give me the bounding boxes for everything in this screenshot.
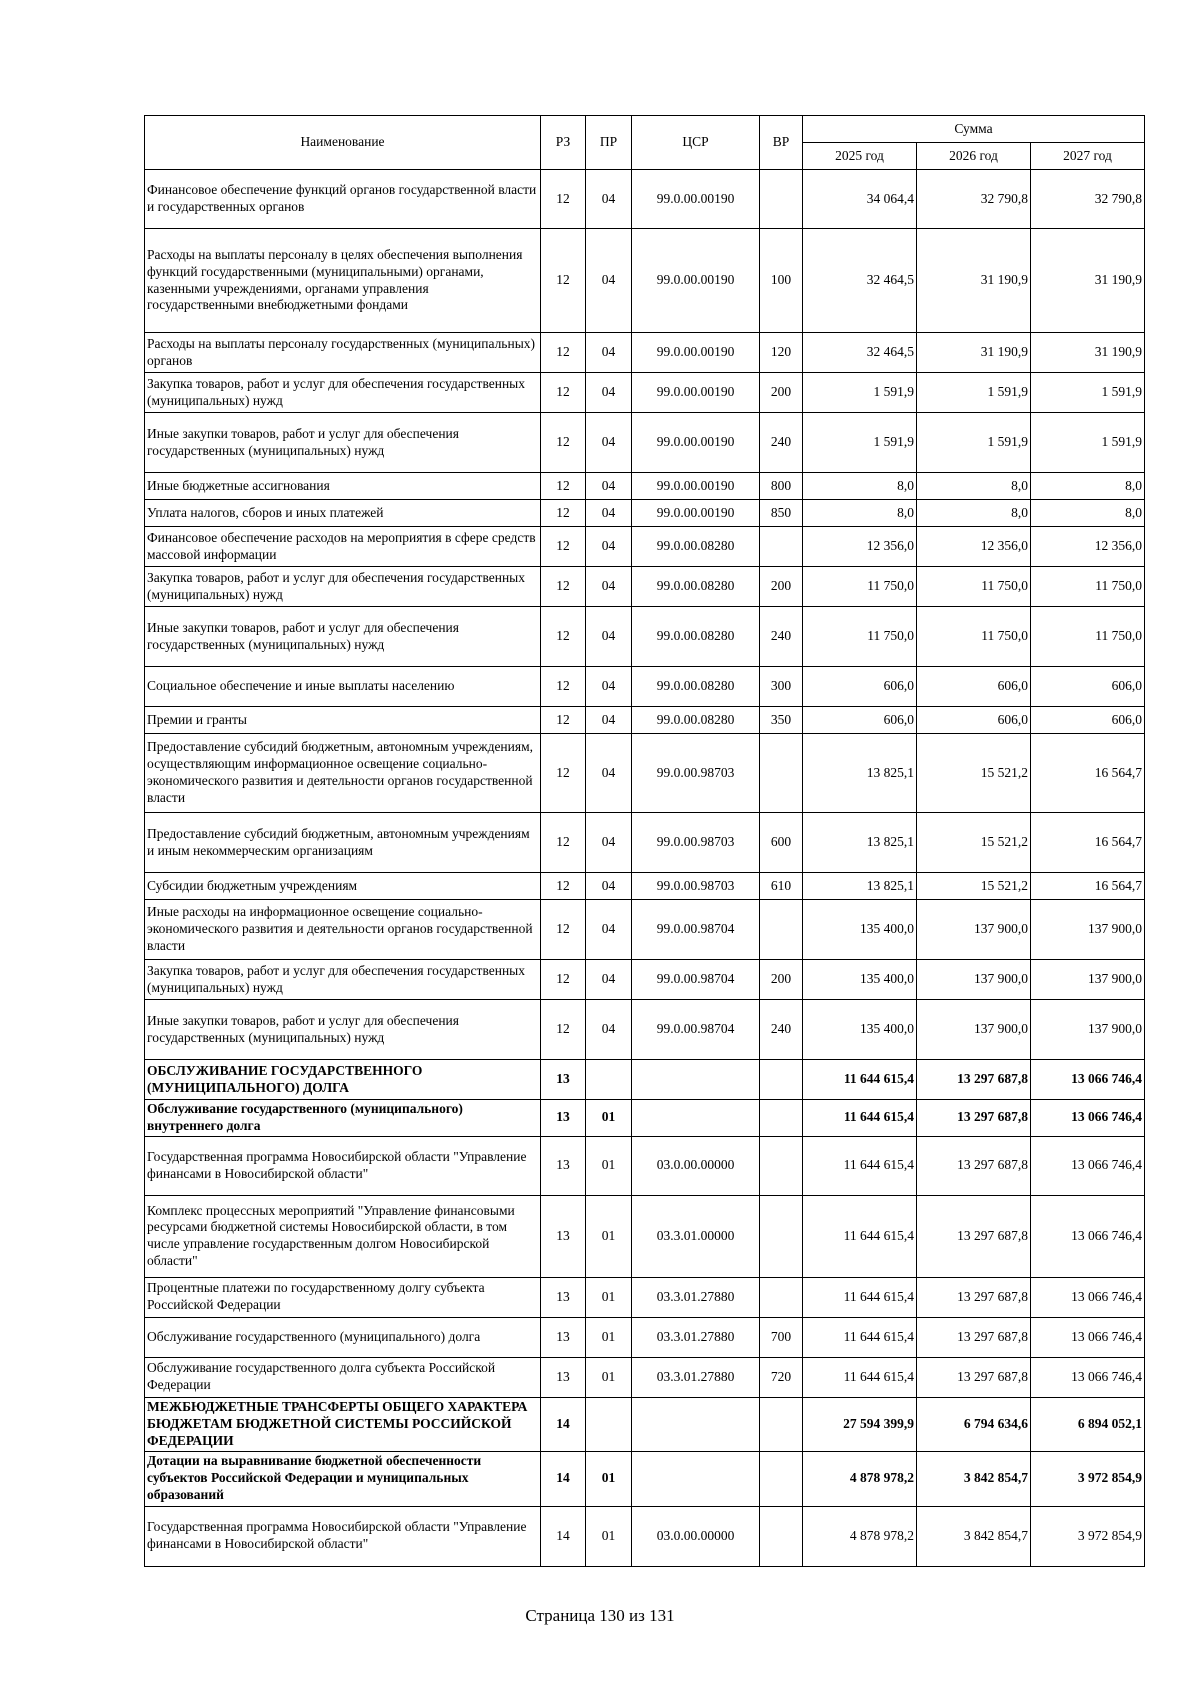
cell-name: Обслуживание государственного (муниципального) долга	[145, 1317, 541, 1357]
cell-v2025: 4 878 978,2	[803, 1506, 917, 1566]
cell-csr: 99.0.00.98704	[632, 900, 760, 960]
table-row	[145, 500, 1145, 527]
cell-v2026: 13 297 687,8	[917, 1195, 1031, 1277]
table-row	[145, 734, 1145, 813]
table-row	[145, 873, 1145, 900]
cell-v2026: 1 591,9	[917, 413, 1031, 473]
cell-vr: 700	[760, 1317, 803, 1357]
cell-name: Иные бюджетные ассигнования	[145, 473, 541, 500]
cell-name: Закупка товаров, работ и услуг для обеспечения государственных (муниципальных) нужд	[145, 567, 541, 607]
table-row	[145, 1277, 1145, 1317]
header-2026: 2026 год	[917, 143, 1031, 170]
cell-v2025: 13 825,1	[803, 813, 917, 873]
cell-name: Иные закупки товаров, работ и услуг для обеспечения государственных (муниципальных) нужд	[145, 1000, 541, 1060]
cell-name: Государственная программа Новосибирской области "Управление финансами в Новосибирской области"	[145, 1506, 541, 1566]
cell-v2026: 137 900,0	[917, 900, 1031, 960]
cell-rz: 14	[541, 1451, 586, 1506]
cell-vr	[760, 1100, 803, 1137]
cell-rz: 13	[541, 1136, 586, 1195]
table-row	[145, 229, 1145, 333]
cell-csr	[632, 1451, 760, 1506]
cell-pr: 04	[586, 707, 632, 734]
cell-v2027: 12 356,0	[1031, 527, 1145, 567]
cell-rz: 12	[541, 413, 586, 473]
cell-pr: 04	[586, 527, 632, 567]
cell-csr: 99.0.00.08280	[632, 667, 760, 707]
cell-v2025: 34 064,4	[803, 170, 917, 229]
cell-rz: 12	[541, 900, 586, 960]
table-row	[145, 567, 1145, 607]
cell-v2027: 1 591,9	[1031, 413, 1145, 473]
cell-v2026: 15 521,2	[917, 873, 1031, 900]
cell-pr: 01	[586, 1136, 632, 1195]
cell-v2025: 11 644 615,4	[803, 1277, 917, 1317]
cell-v2027: 31 190,9	[1031, 229, 1145, 333]
cell-v2025: 11 644 615,4	[803, 1317, 917, 1357]
cell-v2025: 27 594 399,9	[803, 1397, 917, 1451]
cell-pr: 04	[586, 900, 632, 960]
cell-vr: 800	[760, 473, 803, 500]
cell-v2025: 1 591,9	[803, 373, 917, 413]
table-row	[145, 1100, 1145, 1137]
cell-pr: 04	[586, 567, 632, 607]
cell-v2026: 13 297 687,8	[917, 1136, 1031, 1195]
cell-rz: 13	[541, 1357, 586, 1397]
cell-name: Премии и гранты	[145, 707, 541, 734]
cell-pr: 04	[586, 373, 632, 413]
cell-vr: 240	[760, 1000, 803, 1060]
cell-rz: 12	[541, 607, 586, 667]
cell-vr	[760, 900, 803, 960]
cell-name: Финансовое обеспечение функций органов государственной власти и государственных органов	[145, 170, 541, 229]
cell-name: МЕЖБЮДЖЕТНЫЕ ТРАНСФЕРТЫ ОБЩЕГО ХАРАКТЕРА БЮДЖЕТАМ БЮДЖЕТНОЙ СИСТЕМЫ РОССИЙСКОЙ ФЕДЕРАЦИИ	[145, 1397, 541, 1451]
cell-pr: 01	[586, 1317, 632, 1357]
cell-pr: 01	[586, 1357, 632, 1397]
cell-vr: 610	[760, 873, 803, 900]
cell-csr: 99.0.00.00190	[632, 473, 760, 500]
cell-csr	[632, 1060, 760, 1100]
cell-rz: 12	[541, 734, 586, 813]
cell-rz: 12	[541, 373, 586, 413]
cell-pr: 04	[586, 333, 632, 373]
cell-csr	[632, 1100, 760, 1137]
cell-pr: 04	[586, 413, 632, 473]
table-row	[145, 1195, 1145, 1277]
cell-pr: 01	[586, 1451, 632, 1506]
header-pr: ПР	[586, 116, 632, 170]
cell-csr: 99.0.00.08280	[632, 607, 760, 667]
cell-name: Финансовое обеспечение расходов на мероприятия в сфере средств массовой информации	[145, 527, 541, 567]
cell-csr: 99.0.00.00190	[632, 500, 760, 527]
cell-name: Обслуживание государственного (муниципального) внутреннего долга	[145, 1100, 541, 1137]
cell-name: Иные закупки товаров, работ и услуг для обеспечения государственных (муниципальных) нужд	[145, 413, 541, 473]
cell-vr: 100	[760, 229, 803, 333]
table-row	[145, 900, 1145, 960]
cell-pr: 04	[586, 473, 632, 500]
cell-pr: 04	[586, 734, 632, 813]
cell-rz: 12	[541, 707, 586, 734]
cell-name: Закупка товаров, работ и услуг для обеспечения государственных (муниципальных) нужд	[145, 373, 541, 413]
cell-v2025: 11 750,0	[803, 607, 917, 667]
cell-csr: 03.3.01.27880	[632, 1277, 760, 1317]
cell-pr	[586, 1060, 632, 1100]
cell-name: Закупка товаров, работ и услуг для обеспечения государственных (муниципальных) нужд	[145, 960, 541, 1000]
cell-v2025: 8,0	[803, 500, 917, 527]
cell-v2026: 32 790,8	[917, 170, 1031, 229]
cell-name: Расходы на выплаты персоналу государственных (муниципальных) органов	[145, 333, 541, 373]
cell-v2025: 8,0	[803, 473, 917, 500]
cell-name: Предоставление субсидий бюджетным, автономным учреждениям, осуществляющим информационное освещение социально-экономического развития и деятельности органов государственной власти	[145, 734, 541, 813]
cell-vr	[760, 734, 803, 813]
cell-v2027: 1 591,9	[1031, 373, 1145, 413]
cell-vr	[760, 1506, 803, 1566]
cell-pr: 04	[586, 813, 632, 873]
cell-vr	[760, 1195, 803, 1277]
cell-csr: 99.0.00.98703	[632, 873, 760, 900]
cell-rz: 12	[541, 813, 586, 873]
cell-v2026: 8,0	[917, 473, 1031, 500]
table-row	[145, 473, 1145, 500]
cell-pr: 01	[586, 1506, 632, 1566]
cell-csr: 99.0.00.98703	[632, 813, 760, 873]
cell-v2026: 606,0	[917, 707, 1031, 734]
table-body	[145, 170, 1145, 1567]
cell-vr	[760, 527, 803, 567]
cell-csr	[632, 1397, 760, 1451]
cell-pr: 04	[586, 873, 632, 900]
cell-v2027: 13 066 746,4	[1031, 1060, 1145, 1100]
cell-rz: 12	[541, 527, 586, 567]
cell-v2025: 32 464,5	[803, 333, 917, 373]
cell-v2026: 1 591,9	[917, 373, 1031, 413]
cell-rz: 14	[541, 1506, 586, 1566]
table-row	[145, 667, 1145, 707]
cell-v2025: 13 825,1	[803, 734, 917, 813]
cell-vr: 120	[760, 333, 803, 373]
cell-v2025: 11 644 615,4	[803, 1060, 917, 1100]
cell-v2025: 135 400,0	[803, 1000, 917, 1060]
cell-rz: 13	[541, 1060, 586, 1100]
cell-v2027: 13 066 746,4	[1031, 1100, 1145, 1137]
cell-v2027: 6 894 052,1	[1031, 1397, 1145, 1451]
cell-v2027: 606,0	[1031, 707, 1145, 734]
cell-vr: 200	[760, 373, 803, 413]
cell-vr: 720	[760, 1357, 803, 1397]
cell-pr: 04	[586, 229, 632, 333]
cell-vr	[760, 1136, 803, 1195]
cell-csr: 99.0.00.98704	[632, 1000, 760, 1060]
cell-v2026: 3 842 854,7	[917, 1506, 1031, 1566]
cell-vr: 240	[760, 607, 803, 667]
cell-name: Иные расходы на информационное освещение социально-экономического развития и деятельности органов государственной власти	[145, 900, 541, 960]
cell-v2026: 11 750,0	[917, 567, 1031, 607]
page-number: Страница 130 из 131	[525, 1606, 675, 1625]
cell-v2027: 606,0	[1031, 667, 1145, 707]
cell-rz: 12	[541, 170, 586, 229]
cell-rz: 12	[541, 667, 586, 707]
table-row	[145, 960, 1145, 1000]
cell-v2025: 32 464,5	[803, 229, 917, 333]
cell-v2027: 137 900,0	[1031, 1000, 1145, 1060]
cell-name: Социальное обеспечение и иные выплаты населению	[145, 667, 541, 707]
cell-csr: 99.0.00.00190	[632, 413, 760, 473]
table-header	[145, 116, 1145, 170]
table-row	[145, 1506, 1145, 1566]
budget-table	[144, 115, 1145, 1567]
cell-rz: 12	[541, 333, 586, 373]
cell-vr: 850	[760, 500, 803, 527]
cell-pr: 04	[586, 1000, 632, 1060]
cell-v2026: 13 297 687,8	[917, 1100, 1031, 1137]
cell-csr: 99.0.00.98704	[632, 960, 760, 1000]
cell-pr: 01	[586, 1195, 632, 1277]
cell-v2025: 11 644 615,4	[803, 1195, 917, 1277]
cell-rz: 12	[541, 500, 586, 527]
cell-rz: 12	[541, 960, 586, 1000]
header-vr: ВР	[760, 116, 803, 170]
cell-v2027: 13 066 746,4	[1031, 1195, 1145, 1277]
cell-rz: 12	[541, 1000, 586, 1060]
cell-name: Комплекс процессных мероприятий "Управление финансовыми ресурсами бюджетной системы Новосибирской области, в том числе управление государственным долгом Новосибирской области"	[145, 1195, 541, 1277]
cell-v2026: 137 900,0	[917, 960, 1031, 1000]
cell-vr	[760, 1277, 803, 1317]
cell-csr: 03.3.01.27880	[632, 1317, 760, 1357]
table-row	[145, 707, 1145, 734]
cell-pr: 04	[586, 500, 632, 527]
cell-v2027: 16 564,7	[1031, 813, 1145, 873]
table-row	[145, 1317, 1145, 1357]
cell-v2027: 11 750,0	[1031, 567, 1145, 607]
cell-csr: 99.0.00.00190	[632, 170, 760, 229]
cell-v2026: 13 297 687,8	[917, 1277, 1031, 1317]
cell-vr: 300	[760, 667, 803, 707]
cell-name: ОБСЛУЖИВАНИЕ ГОСУДАРСТВЕННОГО (МУНИЦИПАЛЬНОГО) ДОЛГА	[145, 1060, 541, 1100]
cell-v2027: 8,0	[1031, 500, 1145, 527]
cell-rz: 13	[541, 1317, 586, 1357]
cell-pr: 04	[586, 960, 632, 1000]
cell-v2027: 31 190,9	[1031, 333, 1145, 373]
cell-v2026: 11 750,0	[917, 607, 1031, 667]
cell-v2027: 11 750,0	[1031, 607, 1145, 667]
cell-v2025: 606,0	[803, 667, 917, 707]
cell-v2025: 4 878 978,2	[803, 1451, 917, 1506]
cell-csr: 99.0.00.08280	[632, 567, 760, 607]
cell-rz: 12	[541, 229, 586, 333]
cell-name: Субсидии бюджетным учреждениям	[145, 873, 541, 900]
cell-v2026: 31 190,9	[917, 229, 1031, 333]
cell-pr	[586, 1397, 632, 1451]
table-row	[145, 1136, 1145, 1195]
cell-name: Дотации на выравнивание бюджетной обеспеченности субъектов Российской Федерации и муниципальных образований	[145, 1451, 541, 1506]
header-csr: ЦСР	[632, 116, 760, 170]
cell-rz: 14	[541, 1397, 586, 1451]
cell-v2025: 11 644 615,4	[803, 1136, 917, 1195]
cell-v2026: 13 297 687,8	[917, 1317, 1031, 1357]
cell-name: Расходы на выплаты персоналу в целях обеспечения выполнения функций государственными (муниципальными) органами, казенными учреждениями, органами управления государственными внебюджетными фондами	[145, 229, 541, 333]
cell-csr: 99.0.00.00190	[632, 229, 760, 333]
cell-csr: 99.0.00.08280	[632, 707, 760, 734]
cell-v2026: 13 297 687,8	[917, 1060, 1031, 1100]
cell-v2026: 3 842 854,7	[917, 1451, 1031, 1506]
cell-v2026: 6 794 634,6	[917, 1397, 1031, 1451]
table-row	[145, 170, 1145, 229]
cell-pr: 01	[586, 1277, 632, 1317]
cell-rz: 12	[541, 873, 586, 900]
cell-v2026: 15 521,2	[917, 734, 1031, 813]
cell-v2027: 13 066 746,4	[1031, 1317, 1145, 1357]
cell-vr: 350	[760, 707, 803, 734]
cell-rz: 13	[541, 1277, 586, 1317]
cell-rz: 12	[541, 473, 586, 500]
cell-csr: 03.3.01.27880	[632, 1357, 760, 1397]
cell-v2027: 13 066 746,4	[1031, 1136, 1145, 1195]
cell-vr	[760, 1451, 803, 1506]
cell-v2026: 12 356,0	[917, 527, 1031, 567]
cell-name: Иные закупки товаров, работ и услуг для обеспечения государственных (муниципальных) нужд	[145, 607, 541, 667]
header-2025: 2025 год	[803, 143, 917, 170]
cell-rz: 12	[541, 567, 586, 607]
cell-v2027: 32 790,8	[1031, 170, 1145, 229]
cell-v2025: 11 644 615,4	[803, 1100, 917, 1137]
cell-v2027: 137 900,0	[1031, 900, 1145, 960]
cell-csr: 03.0.00.00000	[632, 1506, 760, 1566]
table-row	[145, 1000, 1145, 1060]
cell-pr: 04	[586, 667, 632, 707]
cell-v2025: 11 644 615,4	[803, 1357, 917, 1397]
cell-v2026: 31 190,9	[917, 333, 1031, 373]
cell-v2027: 8,0	[1031, 473, 1145, 500]
table-row	[145, 413, 1145, 473]
cell-vr: 240	[760, 413, 803, 473]
cell-csr: 03.0.00.00000	[632, 1136, 760, 1195]
cell-rz: 13	[541, 1195, 586, 1277]
table-row	[145, 813, 1145, 873]
cell-name: Уплата налогов, сборов и иных платежей	[145, 500, 541, 527]
cell-v2026: 8,0	[917, 500, 1031, 527]
cell-v2027: 16 564,7	[1031, 873, 1145, 900]
cell-v2027: 3 972 854,9	[1031, 1506, 1145, 1566]
cell-v2025: 12 356,0	[803, 527, 917, 567]
cell-vr: 600	[760, 813, 803, 873]
cell-v2025: 606,0	[803, 707, 917, 734]
cell-v2026: 606,0	[917, 667, 1031, 707]
cell-csr: 99.0.00.98703	[632, 734, 760, 813]
cell-v2027: 16 564,7	[1031, 734, 1145, 813]
cell-vr: 200	[760, 960, 803, 1000]
cell-v2025: 135 400,0	[803, 960, 917, 1000]
cell-pr: 01	[586, 1100, 632, 1137]
cell-vr	[760, 170, 803, 229]
cell-v2027: 3 972 854,9	[1031, 1451, 1145, 1506]
header-rz: РЗ	[541, 116, 586, 170]
cell-v2027: 137 900,0	[1031, 960, 1145, 1000]
table-row	[145, 1357, 1145, 1397]
cell-csr: 03.3.01.00000	[632, 1195, 760, 1277]
table-row	[145, 333, 1145, 373]
cell-v2027: 13 066 746,4	[1031, 1277, 1145, 1317]
cell-name: Процентные платежи по государственному долгу субъекта Российской Федерации	[145, 1277, 541, 1317]
cell-v2026: 15 521,2	[917, 813, 1031, 873]
table-row	[145, 373, 1145, 413]
table-row	[145, 527, 1145, 567]
cell-vr	[760, 1397, 803, 1451]
cell-v2026: 137 900,0	[917, 1000, 1031, 1060]
header-name: Наименование	[145, 116, 541, 170]
cell-csr: 99.0.00.00190	[632, 333, 760, 373]
cell-vr: 200	[760, 567, 803, 607]
cell-pr: 04	[586, 607, 632, 667]
cell-v2025: 11 750,0	[803, 567, 917, 607]
cell-v2027: 13 066 746,4	[1031, 1357, 1145, 1397]
cell-v2025: 13 825,1	[803, 873, 917, 900]
cell-pr: 04	[586, 170, 632, 229]
cell-v2026: 13 297 687,8	[917, 1357, 1031, 1397]
cell-vr	[760, 1060, 803, 1100]
cell-v2025: 1 591,9	[803, 413, 917, 473]
cell-name: Обслуживание государственного долга субъекта Российской Федерации	[145, 1357, 541, 1397]
table-row	[145, 1397, 1145, 1451]
cell-name: Предоставление субсидий бюджетным, автономным учреждениям и иным некоммерческим организациям	[145, 813, 541, 873]
cell-v2025: 135 400,0	[803, 900, 917, 960]
cell-csr: 99.0.00.00190	[632, 373, 760, 413]
cell-csr: 99.0.00.08280	[632, 527, 760, 567]
header-2027: 2027 год	[1031, 143, 1145, 170]
cell-name: Государственная программа Новосибирской области "Управление финансами в Новосибирской области"	[145, 1136, 541, 1195]
table-row	[145, 607, 1145, 667]
cell-rz: 13	[541, 1100, 586, 1137]
header-sum: Сумма	[803, 116, 1145, 143]
table-row	[145, 1451, 1145, 1506]
table-row	[145, 1060, 1145, 1100]
